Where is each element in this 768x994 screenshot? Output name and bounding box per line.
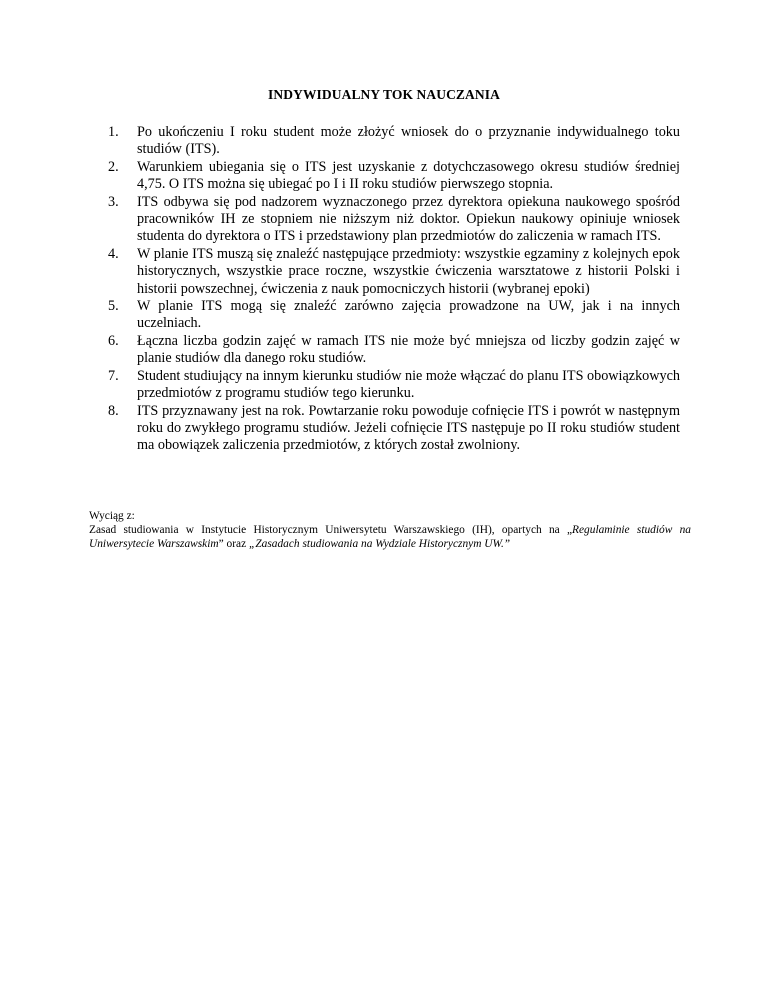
item-text: ITS przyznawany jest na rok. Powtarzanie roku powoduje cofnięcie ITS i powrót w następnym roku do zwykłego programu studiów. Jeżeli cofnięcie ITS następuje po II roku studiów student ma obowiązek zaliczenia przedmiotów, z których został zwolniony. xyxy=(137,402,680,454)
item-number: 3. xyxy=(108,193,119,210)
item-text: ITS odbywa się pod nadzorem wyznaczonego przez dyrektora opiekuna naukowego spośród pracowników IH ze stopniem nie niższym niż doktor. Opiekun naukowy opiniuje wniosek studenta do dyrektora o ITS i przedstawiony plan przedmiotów do zaliczenia w ramach ITS. xyxy=(137,193,680,245)
list-item xyxy=(108,333,680,368)
item-number: 2. xyxy=(108,158,119,175)
item-number: 7. xyxy=(108,367,119,384)
item-text: W planie ITS muszą się znaleźć następujące przedmioty: wszystkie egzaminy z kolejnych epok historycznych, wszystkie prace roczne, wszystkie ćwiczenia warsztatowe z historii Polski i historii powszechnej, ćwiczenia z nauk pomocniczych historii (wybranej epoki) xyxy=(137,245,680,297)
list-item xyxy=(108,298,680,333)
list-item xyxy=(108,246,680,298)
item-number: 4. xyxy=(108,245,119,262)
item-text: W planie ITS mogą się znaleźć zarówno zajęcia prowadzone na UW, jak i na innych uczelniach. xyxy=(137,298,680,332)
list-item xyxy=(108,403,680,455)
source-middle: ” oraz xyxy=(218,538,249,550)
source-prefix: Zasad studiowania w Instytucie Historycznym Uniwersytetu Warszawskiego (IH), opartych na „ xyxy=(89,524,573,536)
item-text: Łączna liczba godzin zajęć w ramach ITS nie może być mniejsza od liczby godzin zajęć w planie studiów dla danego roku studiów. xyxy=(137,332,680,367)
rules-list xyxy=(108,124,680,455)
item-number: 5. xyxy=(108,298,119,315)
source-title-regulamin: Regulaminie studiów na Uniwersytecie Warszawskim xyxy=(89,524,691,550)
item-text: Warunkiem ubiegania się o ITS jest uzyskanie z dotychczasowego okresu studiów średniej 4,75. O ITS można się ubiegać po I i II roku studiów pierwszego stopnia. xyxy=(137,158,680,193)
item-number: 1. xyxy=(108,124,119,140)
footnote-source xyxy=(89,523,691,551)
item-text: Po ukończeniu I roku student może złożyć wniosek do o przyznanie indywidualnego toku studiów (ITS). xyxy=(137,124,680,158)
list-item xyxy=(108,124,680,159)
item-number: 6. xyxy=(108,332,119,349)
document-title: INDYWIDUALNY TOK NAUCZANIA xyxy=(268,87,500,102)
list-item xyxy=(108,368,680,403)
item-number: 8. xyxy=(108,402,119,419)
footnote-label: Wyciąg z: xyxy=(89,510,135,522)
source-title-zasady: „Zasadach studiowania na Wydziale Historycznym UW.” xyxy=(248,538,511,550)
item-text: Student studiujący na innym kierunku studiów nie może włączać do planu ITS obowiązkowych przedmiotów z programu studiów tego kierunku. xyxy=(137,367,680,402)
list-item xyxy=(108,159,680,194)
source-footnote xyxy=(89,509,691,551)
list-item xyxy=(108,194,680,246)
